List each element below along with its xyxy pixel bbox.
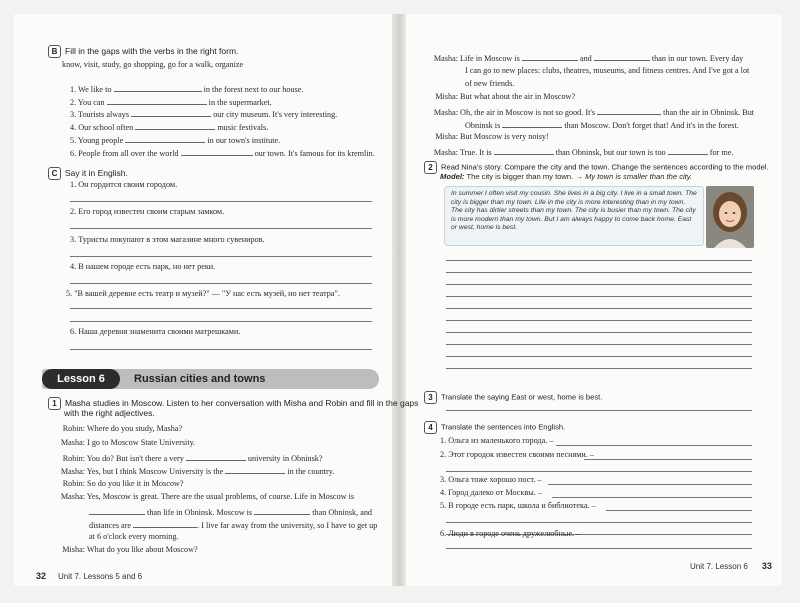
item-text: 5. Young people [70,136,124,145]
dialog-text: than the air in Obninsk. But [663,108,755,117]
nina-story-box: In summer I often visit my cousin. She lives in a big city. I live in a small town. The city is bigger than my town. Life in the city is more interesting than in my town. The city has dirtier streets than my town. The city is busier than my town. The city is more modern than my town. But I am always happy to come back home. East or west, home is best. [444,186,704,246]
page-number: 33 [761,561,772,571]
answer-line[interactable] [446,522,752,523]
dialog-text: . I live far away from the university, so I have to get up [197,521,378,530]
dialog-line: of new friends. [465,79,515,88]
answer-blank[interactable] [597,106,661,115]
answer-line[interactable] [70,228,372,229]
exercise-item: 3. Туристы покупают в этом магазине много сувениров. [70,235,265,244]
dialog-text: Yes, Moscow is great. There are the usual problems, of course. Life in Moscow is [86,492,355,501]
task-number: 3 [424,391,437,404]
item-text: 2. You can [70,98,105,107]
exercise-item: 5. "В вашей деревне есть театр и музей?" — "У нас есть музей, но нет театра". [66,289,340,298]
model-label: Model: [440,172,465,181]
exercise-item [70,134,280,145]
answer-blank[interactable] [131,108,211,117]
dialog-text: Life in Moscow is [460,54,520,63]
answer-line[interactable] [446,284,752,285]
task-title-continued: with the right adjectives. [64,408,155,418]
answer-line[interactable] [70,201,372,202]
word-bank: know, visit, study, go shopping, go for a walk, organize [62,60,244,69]
task-number: C [48,167,61,180]
exercise-item: 4. Город далеко от Москвы. – [440,488,542,497]
dialog-text: than Obninsk, but our town is too [555,148,666,157]
task-3-header [424,391,602,404]
dialog-line [465,119,739,130]
dialog-line [89,519,377,530]
dialog-line [421,52,743,63]
item-text: in our town's institute. [207,136,281,145]
answer-blank[interactable] [225,465,285,474]
dialog-text: You do? But isn't there a very [86,454,184,463]
dialog-text: distances are [89,521,132,530]
answer-line[interactable] [70,349,372,350]
dialog-line [48,452,323,463]
dialog-text: But what about the air in Moscow? [460,92,576,101]
dialog-text: Obninsk is [465,121,501,130]
speaker: Masha: [60,438,85,447]
dialog-text: I go to Moscow State University. [87,438,196,447]
exercise-item [70,83,303,94]
answer-line[interactable] [556,445,752,446]
item-text: our town. It's famous for its kremlin. [254,149,375,158]
dialog-text: in the country. [287,467,335,476]
dialog-text: and [579,54,592,63]
exercise-item [70,121,268,132]
item-text: our city museum. It's very interesting. [213,110,338,119]
exercise-item [70,108,337,119]
dialog-text: than in our town. Every day [651,54,744,63]
dialog-text: True. It is [459,148,492,157]
answer-blank[interactable] [522,52,578,61]
lesson-number-pill: Lesson 6 [42,369,120,389]
speaker: Robin: [62,424,85,433]
answer-line[interactable] [446,260,752,261]
answer-line[interactable] [446,410,752,411]
answer-line[interactable] [446,332,752,333]
dialog-line [48,492,354,501]
speaker: Masha: [433,148,458,157]
task-title: Translate the saying East or west, home is best. [441,392,603,402]
dialog-line [48,424,378,433]
speaker: Masha: [60,467,85,476]
dialog-line: at 6 o'clock every morning. [89,532,179,541]
task-number: 4 [424,421,437,434]
exercise-item: 1. Ольга из маленького города. – [440,436,554,445]
page-number: 32 [36,571,47,581]
answer-blank[interactable] [89,506,145,515]
answer-blank[interactable] [594,52,650,61]
answer-blank[interactable] [125,134,205,143]
item-text: in the forest next to our house. [203,85,304,94]
answer-line[interactable] [446,308,752,309]
task-title: Fill in the gaps with the verbs in the right form. [65,45,239,56]
model-text: The city is bigger than my town. [466,172,574,181]
answer-line[interactable] [548,484,752,485]
answer-line[interactable] [446,368,752,369]
task-4-header [424,421,565,434]
speaker: Masha: [60,492,85,501]
item-text: 4. Our school often [70,123,134,132]
answer-line[interactable] [552,497,752,498]
answer-line[interactable] [446,296,752,297]
answer-blank[interactable] [502,119,562,128]
footer-text: Unit 7. Lessons 5 and 6 [58,572,143,581]
answer-line[interactable] [446,548,752,549]
answer-line[interactable] [584,459,752,460]
dialog-text: Yes, but I think Moscow University is the [86,467,224,476]
answer-line[interactable] [70,308,372,309]
task-number: B [48,45,61,58]
footer-text: Unit 7. Lesson 6 [690,562,748,571]
answer-line[interactable] [606,510,752,511]
exercise-item: 2. Этот городок известен своими песнями. – [440,450,594,459]
speaker: Misha: [62,545,85,554]
task-b-header [48,45,238,58]
lesson-title: Russian cities and towns [134,373,266,385]
exercise-item: 6. Люди в городе очень дружелюбные. – [440,529,581,538]
portrait-icon [706,186,754,248]
dialog-text: But Moscow is very noisy! [460,132,549,141]
speaker: Robin: [62,454,85,463]
dialog-line: I can go to new places: clubs, theatres, museums, and fitness centres. And I've got a lot [465,66,750,75]
answer-blank[interactable] [668,146,708,155]
item-text: 6. People from all over the world [70,149,179,158]
speaker: Misha: [435,132,458,141]
answer-blank[interactable] [135,121,215,130]
speaker: Masha: [433,54,458,63]
answer-line[interactable] [446,320,752,321]
answer-line[interactable] [70,283,372,284]
exercise-item: 3. Ольга тоже хорошо пост. – [440,475,542,484]
dialog-text: for me. [709,148,734,157]
dialog-line [421,92,575,101]
exercise-item: 5. В городе есть парк, школа и библиотека. – [440,501,596,510]
answer-line[interactable] [446,272,752,273]
dialog-text: than life in Obninsk. Moscow is [147,508,253,517]
dialog-text: than Moscow. Don't forget that! And it's in the forest. [564,121,739,130]
dialog-text: So do you like it in Moscow? [87,479,184,488]
dialog-text: than Obninsk, and [312,508,373,517]
answer-blank[interactable] [186,452,246,461]
speaker: Masha: [433,108,458,117]
exercise-item: 1. Он гордится своим городом. [70,180,178,189]
answer-line[interactable] [446,356,752,357]
item-text: 1. We like to [70,85,112,94]
model-answer: My town is smaller than the city. [585,172,693,181]
arrow-icon: → [575,172,583,181]
exercise-item: 6. Наша деревня знаменита своими матрешками. [70,327,241,336]
answer-blank[interactable] [254,506,310,515]
dialog-text: What do you like about Moscow? [86,545,198,554]
exercise-item [70,96,272,107]
task-title: Masha studies in Moscow. Listen to her conversation with Misha and Robin and fill in the gaps [65,397,419,408]
task-title: Read Nina's story. Compare the city and the town. Change the sentences according to the model. [441,162,769,172]
item-text: in the supermarket. [208,98,272,107]
item-text: music festivals. [217,123,269,132]
dialog-text: Oh, the air in Moscow is not so good. It's [460,108,596,117]
speaker: Robin: [62,479,85,488]
task-number: 1 [48,397,61,410]
answer-line[interactable] [446,471,752,472]
answer-line[interactable] [70,321,372,322]
answer-blank[interactable] [107,96,207,105]
exercise-item: 4. В нашем городе есть парк, но нет реки. [70,262,216,271]
answer-blank[interactable] [133,519,197,528]
dialog-line [421,106,754,117]
girl-photo [706,186,754,248]
exercise-item [70,147,375,158]
dialog-line [48,479,183,488]
exercise-item: 2. Его город известен своим старым замком. [70,207,225,216]
task-c-header [48,167,128,180]
speaker: Misha: [435,92,458,101]
dialog-text: university in Obninsk? [247,454,323,463]
right-footer [690,556,772,574]
model-line [440,172,692,181]
dialog-line [421,146,733,157]
dialog-line [48,465,334,476]
answer-line[interactable] [446,344,752,345]
answer-blank[interactable] [181,147,253,156]
task-title: Say it in English. [65,167,128,178]
dialog-line [48,545,198,554]
left-footer [36,566,142,584]
dialog-line [89,506,372,517]
answer-blank[interactable] [494,146,554,155]
dialog-text: Where do you study, Masha? [86,424,183,433]
answer-blank[interactable] [114,83,202,92]
task-title: Translate the sentences into English. [441,422,566,432]
item-text: 3. Tourists always [70,110,130,119]
dialog-line [48,438,195,447]
answer-line[interactable] [70,256,372,257]
dialog-line [421,132,549,141]
book-gutter [392,14,406,586]
task-number: 2 [424,161,437,174]
